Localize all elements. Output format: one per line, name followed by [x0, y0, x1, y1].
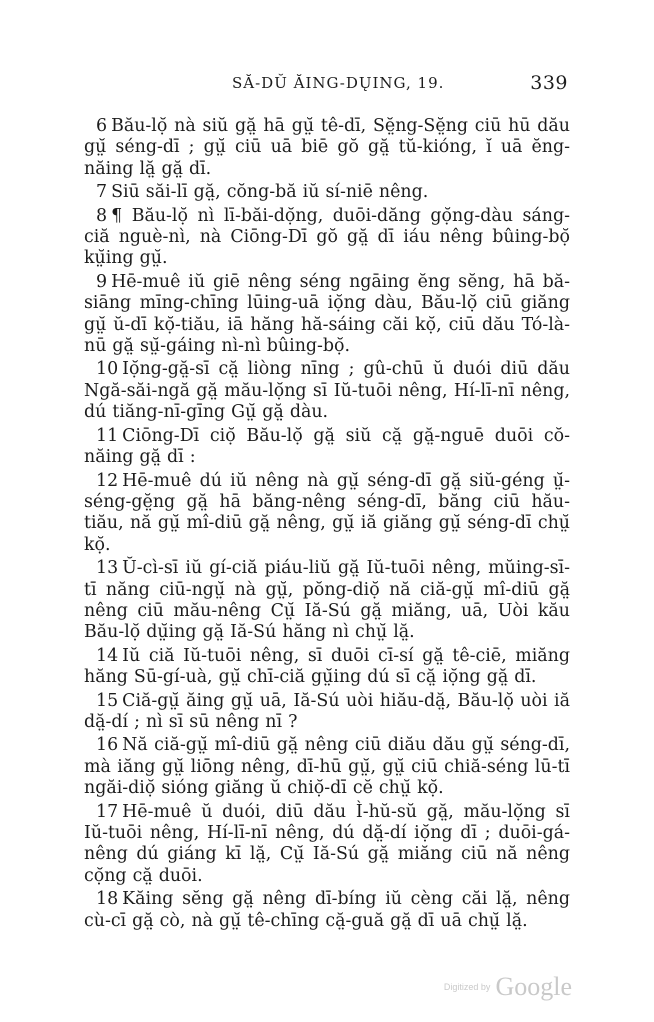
verse-text: Iọ̆ng-gă̤-sī că̤ liòng nīng ; gû-chū ŭ duói diū dău Ngă-săi-ngă gă̤ mău-lọ̆ng sī Iŭ-tuōi nêng, Hí-lī-nī nêng, dú tiăng-nī-gīng Gṳ̆ gă̤ dàu.: [84, 359, 570, 423]
running-title: SĂ-DŬ ĂING-DŲING, 19.: [232, 74, 445, 92]
verse-number: 14: [96, 645, 119, 666]
google-logo: Google: [495, 972, 572, 1001]
verse-number: 18: [96, 889, 119, 910]
digitized-by-google-watermark: [444, 972, 572, 1002]
verse-text: Hē-muê dú iŭ nêng nà gṳ̆ séng-dī gă̤ siŭ-géng ṳ̆-séng-gĕ̤ng gă̤ hā băng-nêng séng-dī, băng ciū hău-tiău, nă gṳ̆ mî-diū gă̤ nêng, gṳ̆ iă giăng gṳ̆ séng-dī chṳ̆ kọ̆.: [84, 470, 570, 555]
verse-text: Ciōng-Dī ciọ̆ Bău-lọ̆ gă̤ siŭ că̤ gă̤-nguē duōi cŏ-năing gă̤ dī :: [84, 425, 570, 468]
verse-number: 11: [96, 425, 119, 446]
verse-text: Ciă-gṳ̆ ăing gṳ̆ uā, Iă-Sú uòi hiău-dă̤, Bău-lọ̆ uòi iă dă̤-dí ; nì sī sū nêng nī ?: [84, 690, 570, 732]
verse-number: 12: [96, 470, 119, 491]
verse: [84, 206, 570, 270]
verse-number: 9: [96, 271, 108, 292]
verse-number: 13: [96, 558, 119, 579]
verse-text: Iŭ ciă Iŭ-tuōi nêng, sī duōi cī-sí gă̤ tê-ciē, miăng hăng Sū-gí-uà, gṳ̆ chī-ciă gṳ̆ing dú sī că̤ iọ̆ng gă̤ dī.: [84, 645, 570, 688]
verse: [84, 272, 570, 358]
verse-number: 16: [96, 735, 119, 756]
verse-text: Hē-muê iŭ giē nêng séng ngāing ĕng sĕng, hā bă-siāng mīng-chīng lūing-uā iọ̆ng dàu, Bău-lọ̆ ciū giăng gṳ̆ ŭ-dī kọ̆-tiău, iā hăng hă-sáing căi kọ̆, ciū dău Tó-là-nū gă̤ sṳ̆-gáing nì-nì bûing-bọ̆.: [84, 271, 570, 357]
verse-text: Siū săi-lī gă̤, cŏng-bă iŭ sí-niē nêng.: [111, 182, 429, 203]
verse-number: 10: [96, 359, 119, 380]
verse: [84, 558, 570, 644]
digitized-label: Digitized by: [443, 982, 491, 992]
verse: [84, 691, 570, 734]
verse: [84, 426, 570, 469]
page-number: 339: [530, 72, 568, 94]
verse-text: Hē-muê ŭ duói, diū dău Ì-hŭ-sŭ gă̤, mău-lọ̆ng sī Iŭ-tuōi nêng, Hí-lī-nī nêng, dú dă̤-dí iọ̆ng dī ; duōi-gá-nêng dú giáng kī lă̤, Cṳ̆ Iă-Sú gă̤ miăng ciū nă nêng cọ̆ng că̤ duōi.: [84, 801, 570, 886]
verse-number: 7: [96, 182, 108, 203]
verse-number: 6: [96, 116, 108, 136]
running-head: [80, 74, 574, 98]
verse: [84, 735, 570, 799]
verse-text: ¶ Bău-lọ̆ nì lī-băi-dọ̆ng, duōi-dăng gọ̆ng-dàu sáng-ciă nguè-nì, nà Ciōng-Dī gŏ gă̤ dī iáu nêng bûing-bọ̆ kṳ̆ing gṳ̆.: [84, 205, 570, 269]
verse-text: Ŭ-cì-sī iŭ gí-ciă piáu-liŭ gă̤ Iŭ-tuōi nêng, mŭing-sī-tī năng ciū-ngṳ̆ nà gṳ̆, pŏng-diọ̆ nă ciă-gṳ̆ mî-diū gă̤ nêng ciū mău-nêng Cṳ̆ Iă-Sú gă̤ miăng, uā, Uòi kău Bău-lọ̆ dṳ̆ing gă̤ Iă-Sú hăng nì chṳ̆ lă̤.: [84, 558, 570, 643]
verse: [84, 116, 570, 180]
verse: [84, 182, 570, 203]
verse-number: 8: [96, 205, 108, 226]
verse: [84, 889, 570, 932]
verse-number: 17: [96, 801, 119, 822]
verse-list: [84, 116, 570, 934]
verse-text: Kăing sĕng gă̤ nêng dī-bíng iŭ cèng căi lă̤, nêng cù-cī gă̤ cò, nà gṳ̆ tê-chīng că̤-guă gă̤ dī uā chṳ̆ lă̤.: [84, 889, 570, 931]
verse: [84, 359, 570, 423]
verse: [84, 802, 570, 888]
verse-number: 15: [96, 690, 119, 711]
verse-text: Nă ciă-gṳ̆ mî-diū gă̤ nêng ciū diău dău gṳ̆ séng-dī, mà iăng gṳ̆ liōng nêng, dī-hū gṳ̆, gṳ̆ ciū chiă-séng lū-tī ngăi-diọ̆ sióng giăng ŭ chiọ̆-dī cĕ chṳ̆ kọ̆.: [84, 735, 570, 799]
verse-text: Bău-lọ̆ nà siŭ gă̤ hā gṳ̆ tê-dī, Sĕ̤ng-Sĕ̤ng ciū hū dău gṳ̆ séng-dī ; gṳ̆ ciū uā biē gŏ gă̤ tŭ-kióng, ĭ uā ĕng-năing lă̤ gă̤ dī.: [84, 116, 570, 179]
verse: [84, 646, 570, 689]
verse: [84, 471, 570, 557]
